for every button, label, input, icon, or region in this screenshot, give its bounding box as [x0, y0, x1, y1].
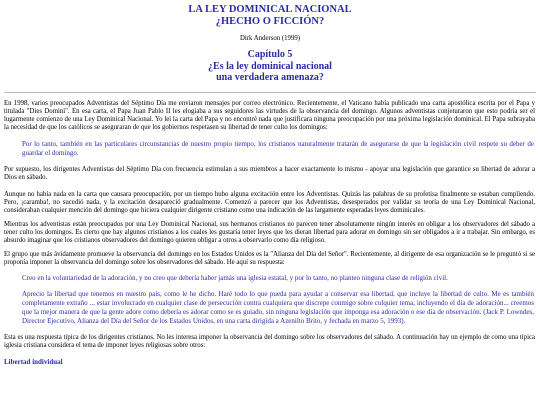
section-subheading: Libertad individual [4, 357, 63, 366]
body-paragraph: Aunque no había nada en la carta que causara preocupación, por un tiempo hubo alguna excitación entre los Adventistas. Quizás las palabras de su profetisa finalmente se estaban cumpliendo. Pero, ¡caramba!, no sucedió nada, y la excitación desapareció gradualmente. Comenzó a parecer que los Adventistas, desesperados por validar su teoría de una Ley Dominical Nacional, consideraban cualquier mención del domingo que hiciera cualquier dirigente cristiano como una indicación de las largamente esperadas leyes dominicales. [4, 190, 535, 214]
body-paragraph: El grupo que más ávidamente promueve la observancia del domingo en los Estados Unidos es la "Alianza del Día del Señor". Recientemente, al dirigente de esa organización se le preguntó si se proponía imponer la observancia del domingo sobre los observadores del sábado. He aquí su respuesta: [4, 250, 535, 266]
chapter-title-line2: una verdadera amenaza? [216, 72, 324, 83]
chapter-title-line1: ¿Es la ley dominical nacional [208, 60, 332, 72]
book-title-line1: LA LEY DOMINICAL NACIONAL [188, 4, 352, 15]
block-quote: Creo en la voluntariedad de la adoración, y no creo que debería haber jamás una iglesia estatal, y por lo tanto, no planteo ninguna clase de religión civil. [22, 273, 448, 282]
chapter-number: Capítulo 5 [247, 49, 293, 60]
horizontal-divider [4, 92, 536, 93]
block-quote: Aprecio la libertad que tenemos en nuestro país, como le he dicho. Haré todo lo que pueda para ayudar a conservar esa libertad, que incluye la libertad de culto. Me es también completamente extraño ... estar involucrado en cualquier clase de persecución contra cualquiera que discrepe conmigo sobre culquier tema, incluyendo el día de adoración... creemos que la mejor manera de que la gente adore como debería es adorar como se es guiado, sin ninguna legislación que imponga esa adoración o ese día de observación. (Jack P. Lowndes, Director Ejecutivo, Alianza del Día del Señor de los Estados Unidos, en una carta dirigida a Azenilto Brito, y fechada en marzo 5, 1993). [22, 289, 534, 325]
body-paragraph: En 1998, varios preocupados Adventistas del Séptimo Día me enviaron mensajes por correo electrónico. Recientemente, el Vaticano había publicado una carta apostólica escrita por el Papa y titulada "Dies Domini". En esa carta, el Papa Juan Pablo II les elogiaba a sus seguidores las virtudes de la observancia del domingo. Algunos adventistas conjeturaron que esto podría ser el lugarmente comienzo de una Ley Dominical Nacional. Yo leí la carta del Papa y no encontré nada que justificara ninguna preocupación por una próxima legislación dominical. El Papa subrayaba la necesidad de que los católicos se aseguraran de que los gobiernos respetasen su libertad de tener culto los domingos: [4, 99, 535, 131]
document-header [0, 4, 540, 84]
book-title-line2: ¿HECHO O FICCIÓN? [215, 16, 325, 27]
body-paragraph: Por supuesto, los dirigentes Adventistas del Séptimo Día con frecuencia estimulan a sus miembros a hacer exactamente lo mismo - apoyar una legislación que garantice su libertad de adorar a Dios en sábado. [4, 165, 535, 181]
body-paragraph: Esta es una respuesta típica de los dirigentes cristianos. No les interesa imponer la observancia del domingo sobre los observadores del sábado. A continuación hay un ejemplo de como una típica iglesia cristiana considera el tema de imponer leyes religiosas sobre otros: [4, 333, 535, 349]
author-line: Dirk Anderson (1999) [239, 35, 301, 42]
chapter-body [0, 100, 540, 367]
block-quote: Por lo tanto, también en las particulares circunstancias de nuestro propio tiempo, los cristianos naturalmente tratarán de asegurarse de que la legislación civil respete su deber de guardar el domingo. [22, 139, 534, 157]
body-paragraph: Mientras los adventistas están preocupados por una Ley Dominical Nacional, sus hermanos cristianos no parecen tener absolutamente ningún interés en obligar a los observadores del sábado a tener culto los domingos. Es cierto que hay algunos cristianos a los cuales les gustaría tener leyes que les dieran libertad para adorar en domingo sin ser obligados a ir a trabajar. Sin embargo, es absurdo imaginar que los cristianos observadores del domingo quieren obligar a otros a observarlo como día religioso. [4, 220, 535, 244]
